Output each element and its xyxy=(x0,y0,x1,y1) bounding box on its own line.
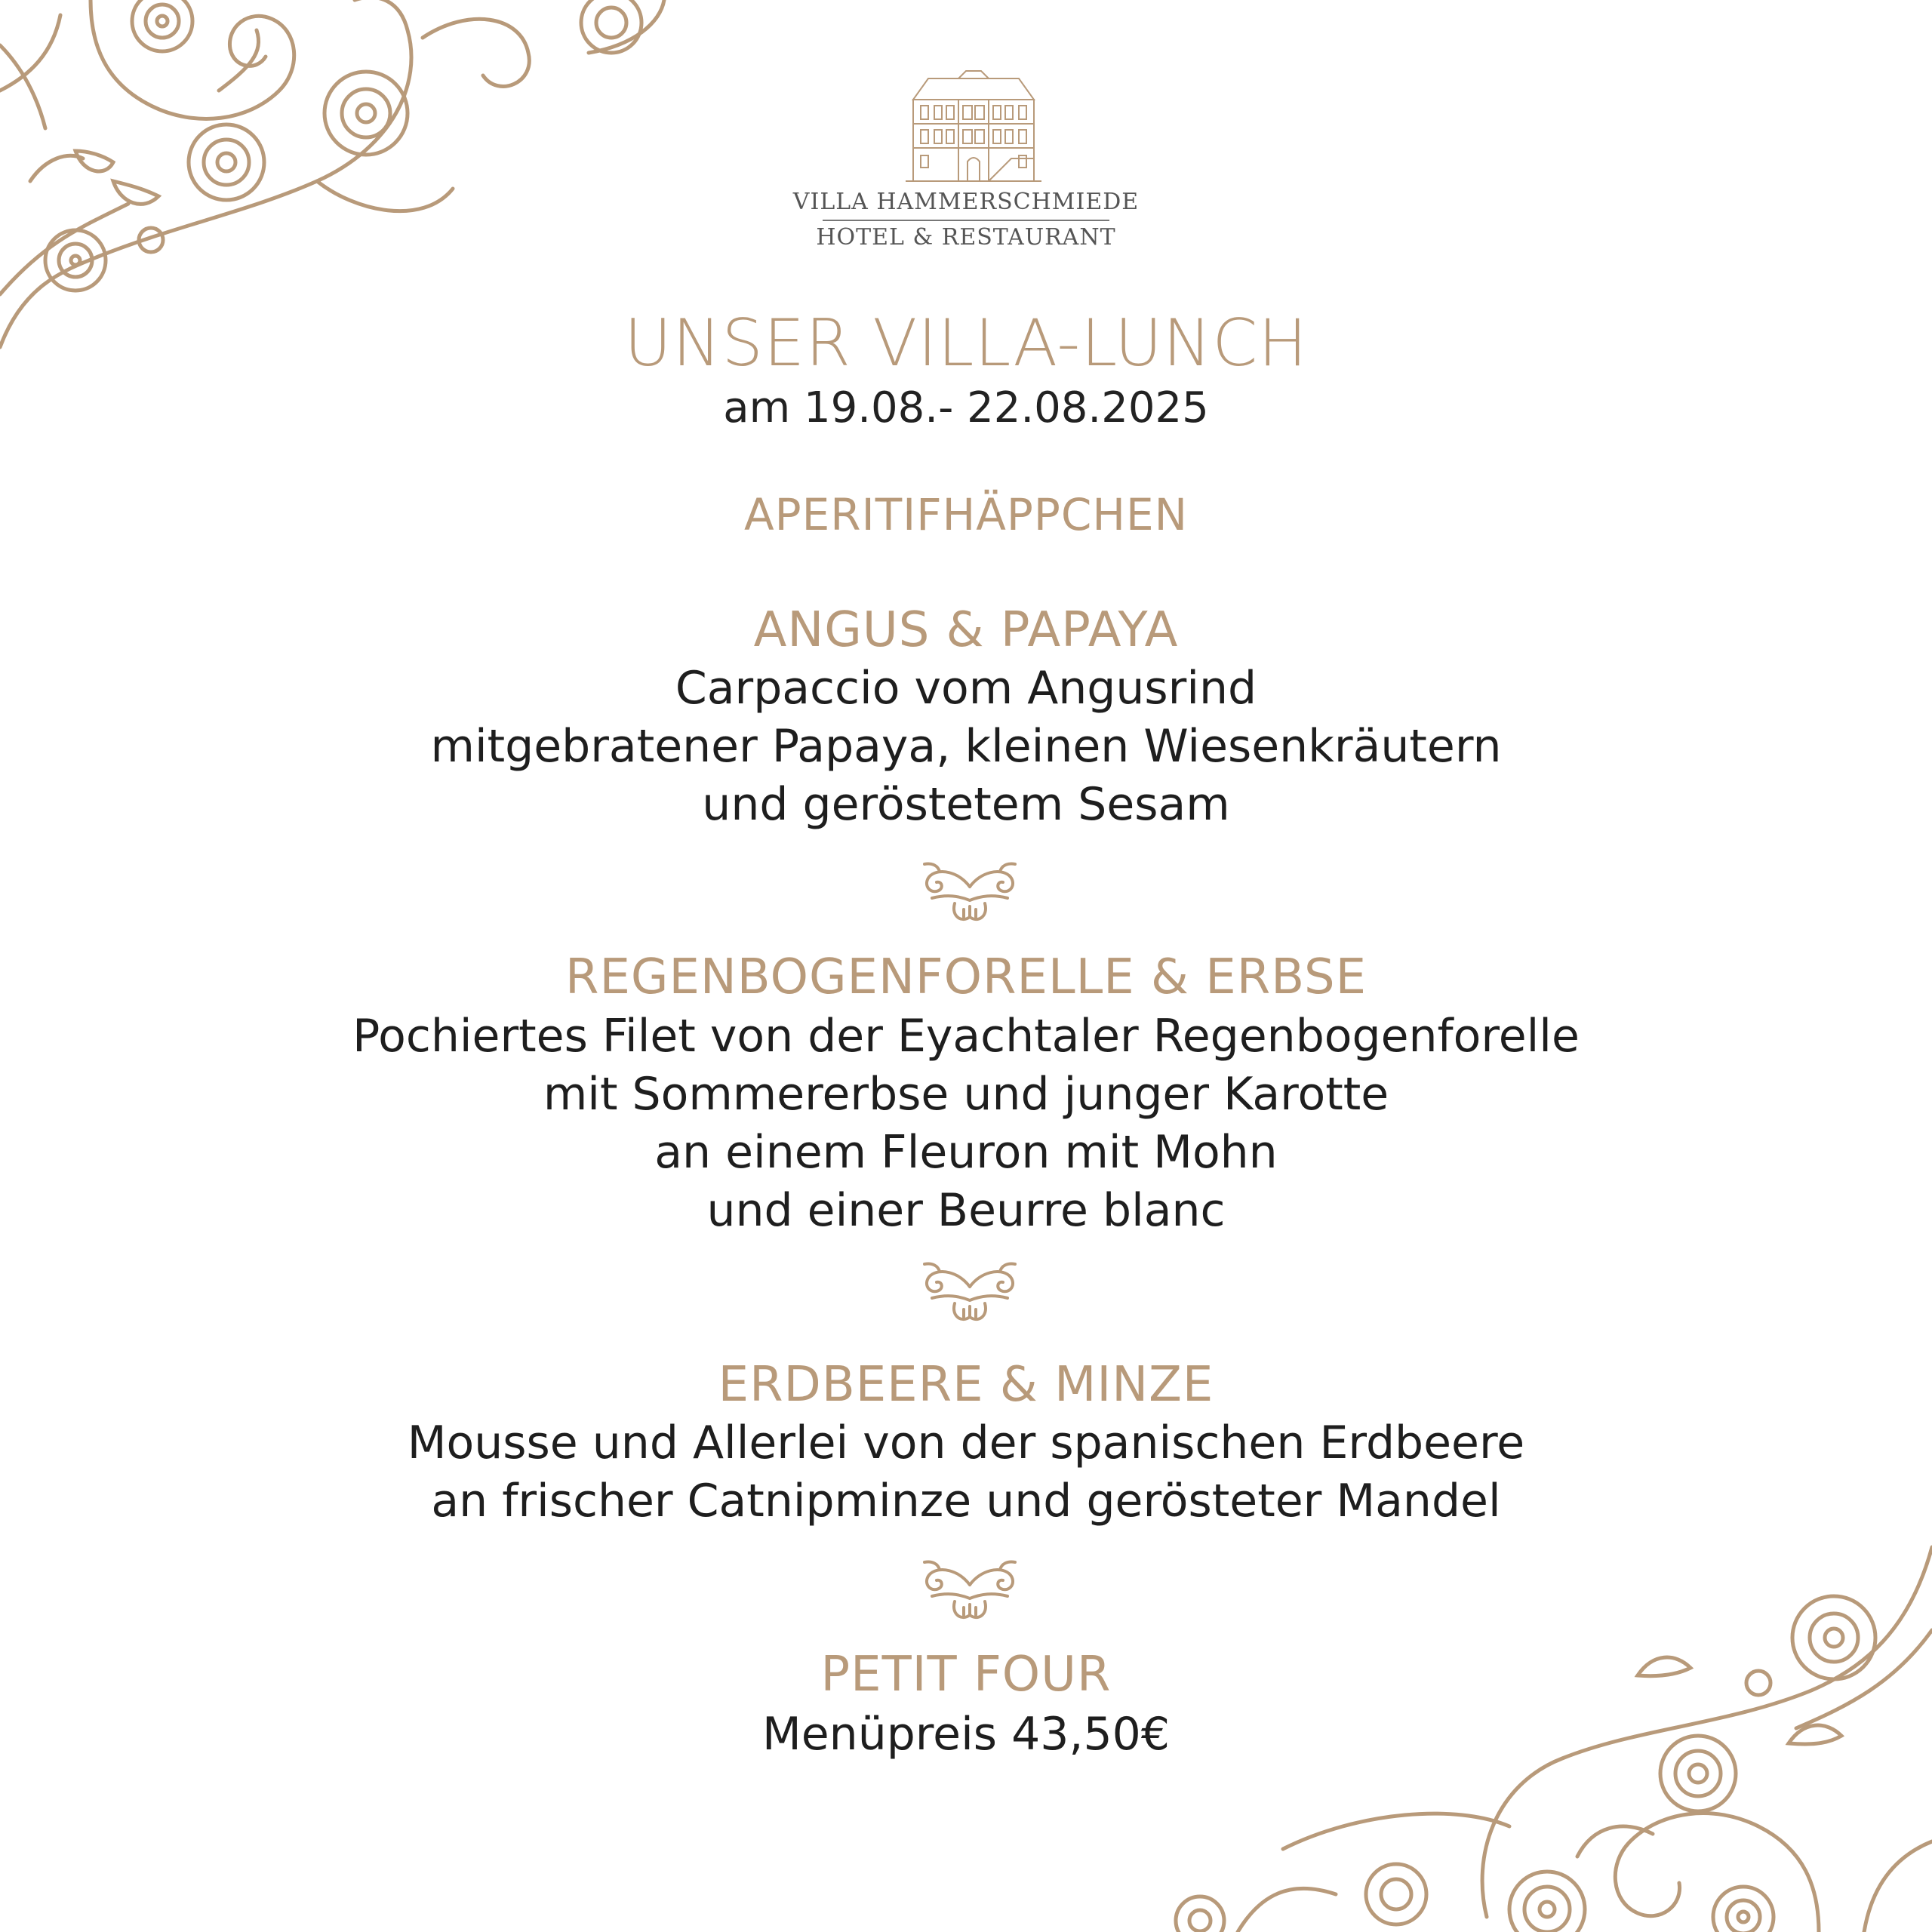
course-2-line-3: an einem Fleuron mit Mohn xyxy=(654,1126,1278,1179)
course-3-line-1: Mousse und Allerlei von der spanischen Erdbeere xyxy=(407,1417,1525,1469)
villa-building-icon xyxy=(898,69,1049,183)
aperitif-heading: APERITIFHÄPPCHEN xyxy=(744,489,1188,540)
corner-swirl-top-left-icon xyxy=(0,0,679,355)
course-1-line-3: und geröstetem Sesam xyxy=(702,778,1230,831)
brand-name-line2: HOTEL & RESTAURANT xyxy=(816,224,1116,251)
brand-name-line1: VILLA HAMMERSCHMIEDE xyxy=(792,189,1140,215)
course-2-line-4: und einer Beurre blanc xyxy=(706,1184,1226,1237)
course-2-line-1: Pochiertes Filet von der Eyachtaler Regenbogenforelle xyxy=(352,1010,1580,1063)
petit-four-heading: PETIT FOUR xyxy=(820,1647,1112,1703)
course-1-line-1: Carpaccio vom Angusrind xyxy=(675,662,1257,715)
divider-ornament-icon xyxy=(917,857,1023,924)
menu-price: Menüpreis 43,50€ xyxy=(761,1708,1171,1761)
course-2-heading: REGENBOGENFORELLE & ERBSE xyxy=(565,949,1367,1005)
menu-title: UNSER VILLA-LUNCH xyxy=(624,306,1308,381)
course-3-line-2: an frischer Catnipminze und gerösteter Mandel xyxy=(431,1475,1501,1527)
divider-ornament-icon xyxy=(917,1555,1023,1623)
course-2-line-2: mit Sommererbse und junger Karotte xyxy=(543,1068,1389,1121)
divider-ornament-icon xyxy=(917,1257,1023,1324)
course-1-heading: ANGUS & PAPAYA xyxy=(753,602,1179,658)
brand-divider xyxy=(823,220,1109,221)
menu-date: am 19.08.- 22.08.2025 xyxy=(723,383,1209,432)
course-3-heading: ERDBEERE & MINZE xyxy=(718,1357,1214,1413)
course-1-line-2: mitgebratener Papaya, kleinen Wiesenkräutern xyxy=(430,720,1502,773)
